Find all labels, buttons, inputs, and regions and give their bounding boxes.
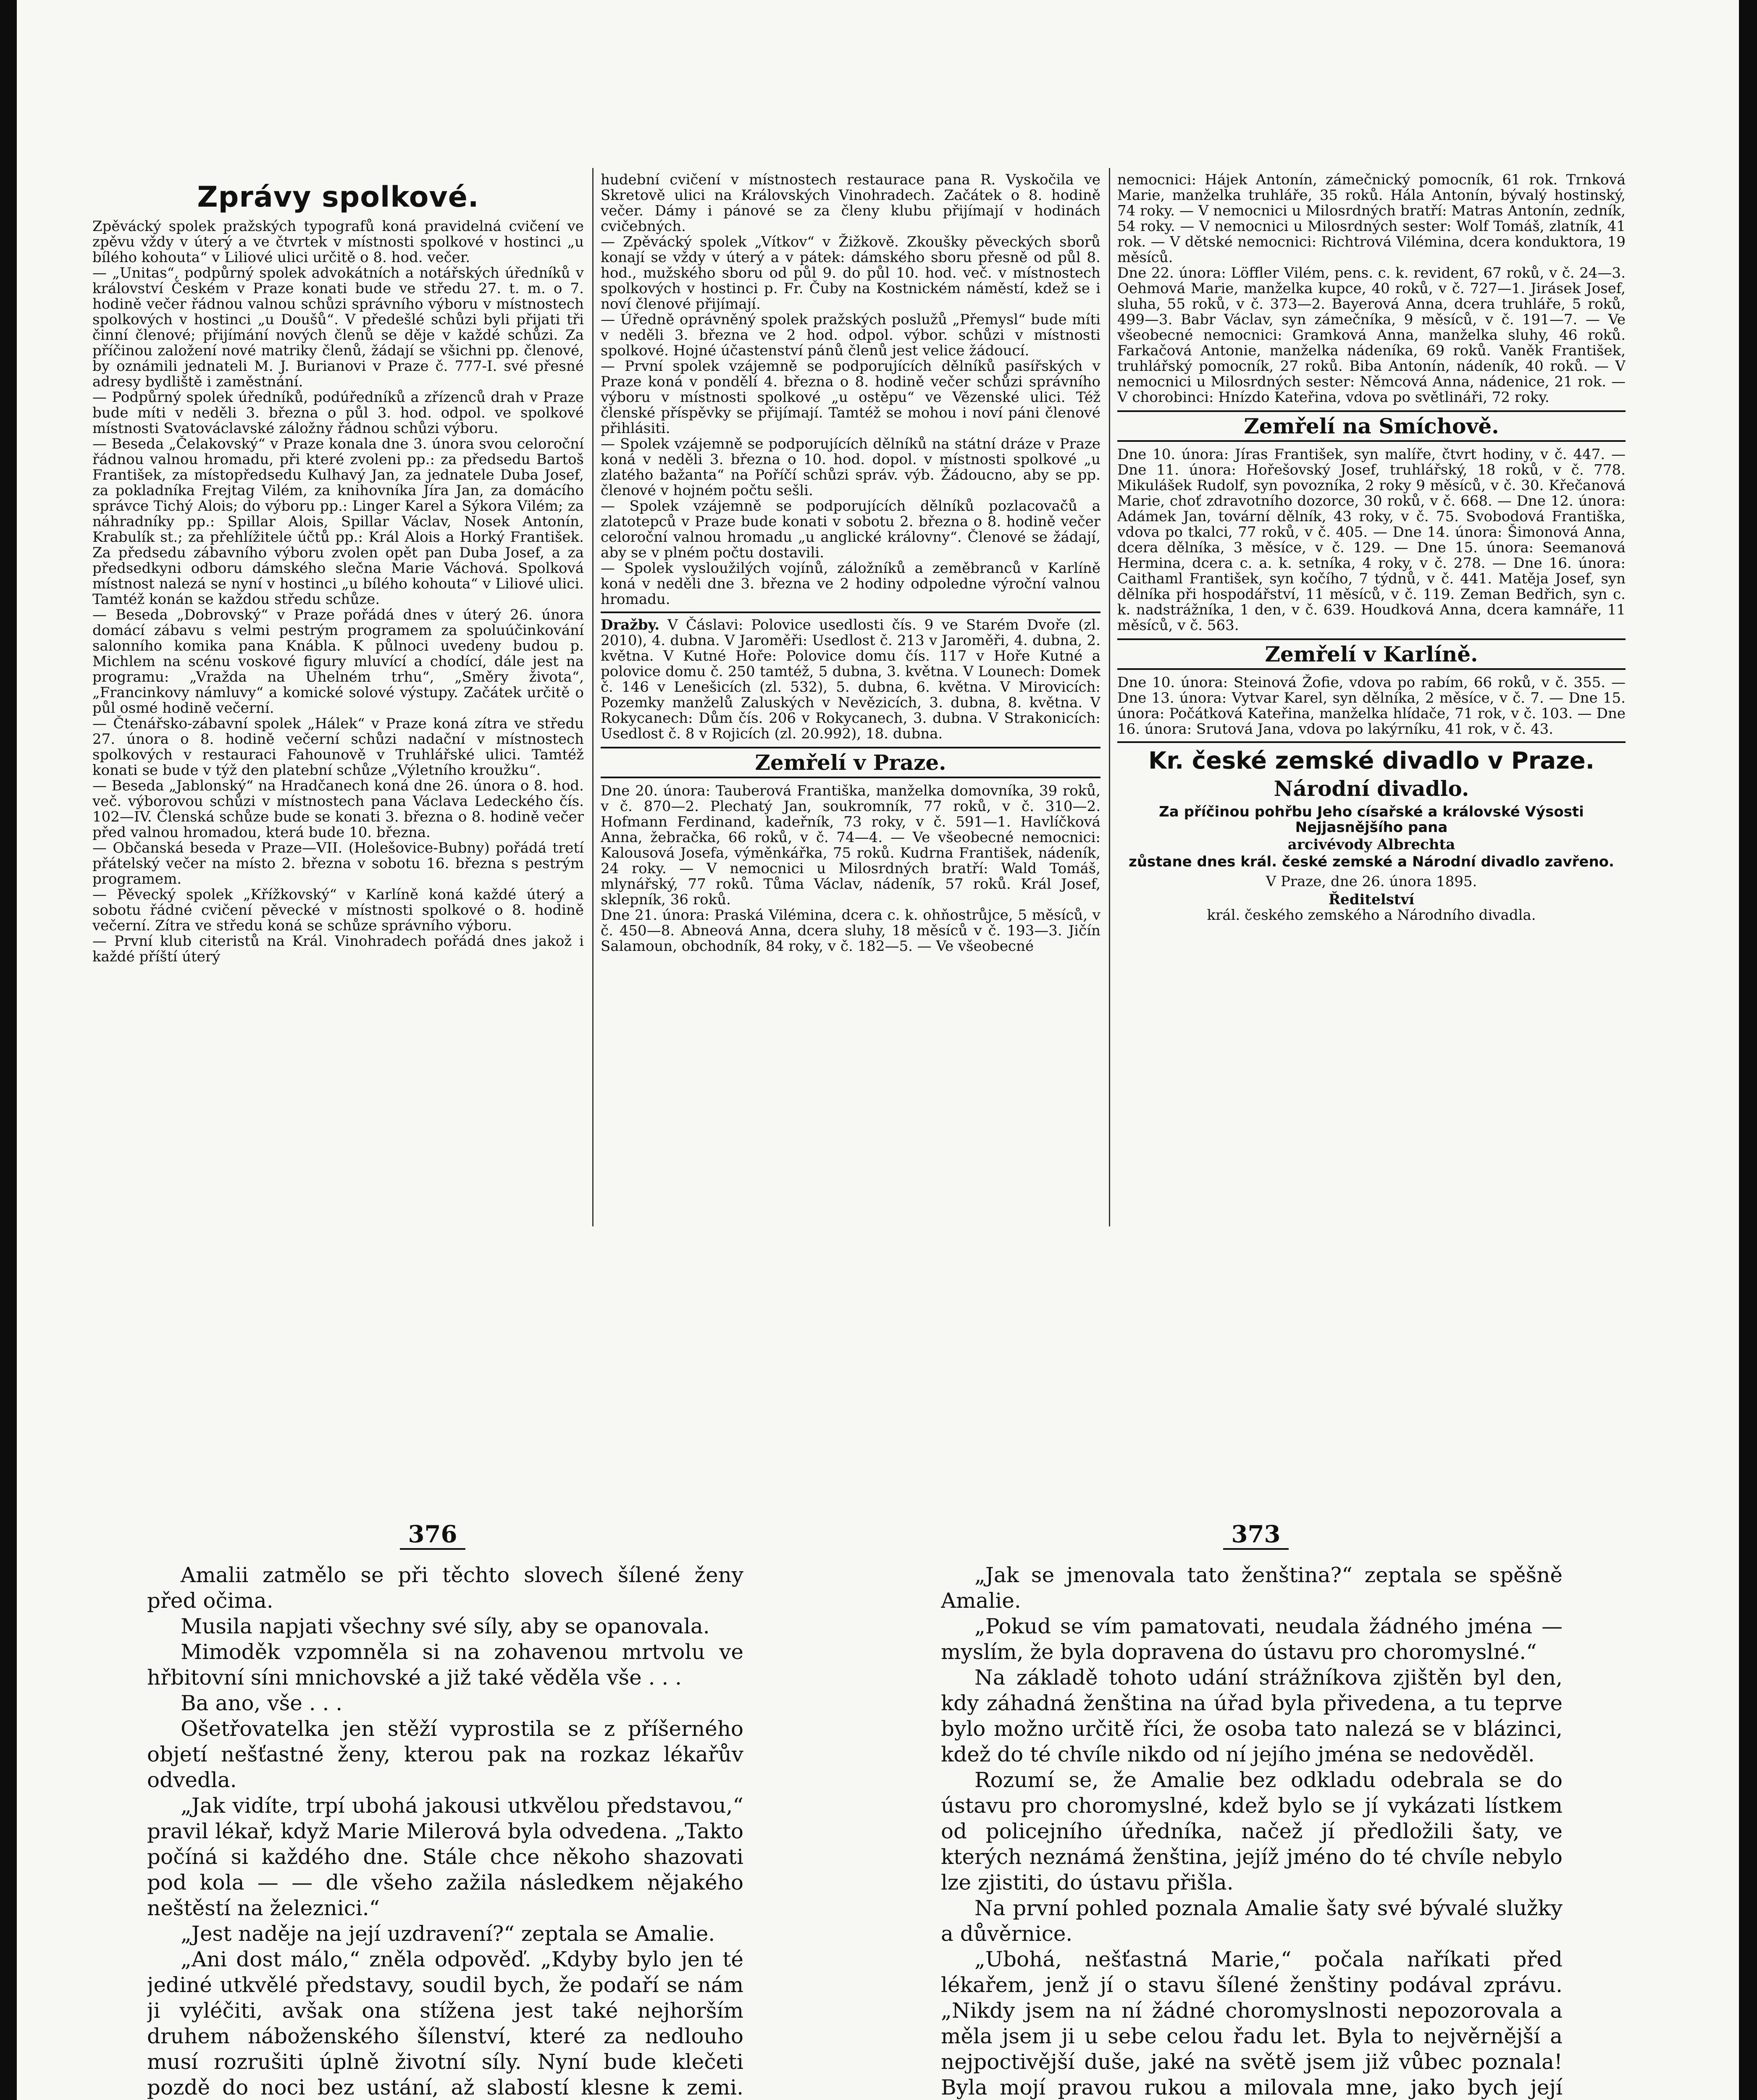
article-paragraph: — Spolek vzájemně se podporujících dělníků pozlacovačů a zlatotepců v Praze bude konati v sobotu 2. března o 8. hodině večer celoroční valnou hromadu „u anglické královny“. Členové se žádají, aby se v plném počtu dostavili. xyxy=(601,498,1100,561)
column-divider xyxy=(592,168,594,1226)
story-paragraph: „Jak se jmenovala tato ženština?“ zeptala se spěšně Amalie. xyxy=(941,1563,1563,1613)
column-2 xyxy=(601,172,1100,1222)
column-divider xyxy=(1109,168,1110,1226)
column-3 xyxy=(1117,172,1626,1222)
article-paragraph: — První klub citeristů na Král. Vinohradech pořádá dnes jakož i každé příští úterý xyxy=(92,933,584,965)
deaths-paragraph: Dne 10. února: Jíras František, syn malíře, čtvrt hodiny, v č. 447. — Dne 11. února: Hořešovský Josef, truhlářský, 18 roků, v č. 778. Mikulášek Rudolf, syn povozníka, 2 roky 9 měsíců, v č. 30. Křečanová Marie, choť zdravotního dozorce, 30 roků, v č. 668. — Dne 12. února: Adámek Jan, tovární dělník, 43 roky, v č. 75. Svobodová Františka, vdova po tkalci, 77 roků, v č. 405. — Dne 14. února: Šimonová Anna, dcera dělníka, 3 měsíce, v č. 129. — Dne 15. února: Seemanová Hermina, dcera c. a. k. setníka, 4 roky, v č. 278. — Dne 16. února: Caithaml František, syn kočího, 7 týdnů, v č. 441. Matěja Josef, syn dělníka při hospodářství, 11 měsíců, v č. 119. Zeman Bedřich, syn c. k. nadstrážníka, 1 den, v č. 639. Houdková Anna, dcera kamnáře, 11 měsíců, v č. 563. xyxy=(1117,446,1626,634)
section-heading-zemreli-v-karline: Zemřelí v Karlíně. xyxy=(1117,638,1626,670)
scan-edge-right xyxy=(1739,0,1757,2100)
article-paragraph: — Občanská beseda v Praze—VII. (Holešovice-Bubny) pořádá tretí přátelský večer na místo 2. března v sobotu 16. března s pestrým programem. xyxy=(92,840,584,887)
story-column-left xyxy=(147,1562,743,2100)
story-paragraph: „Ubohá, nešťastná Marie,“ počala naříkati před lékařem, jenž jí o stavu šílené ženštiny podával zprávu. „Nikdy jsem na ní žádné choromyslnosti nepozorovala a měla jsem ji u sebe celou řadu let. Byla to nejvěrnější a nejpoctivější duše, jaké na světě jsem již vůbec poznala! Byla mojí pravou rukou a milovala mne, jako bych její xyxy=(941,1947,1563,2100)
story-paragraph: Na první pohled poznala Amalie šaty své bývalé služky a důvěrnice. xyxy=(941,1896,1563,1946)
story-paragraph: „Jest naděje na její uzdravení?“ zeptala se Amalie. xyxy=(181,1922,715,1946)
auctions-text: V Čáslavi: Polovice usedlosti čís. 9 ve Starém Dvoře (zl. 2010), 4. dubna. V Jaroměři: Usedlost č. 213 v Jaroměři, 4. dubna, 2. května. V Kutné Hoře: Polovice domu čís. 117 v Hoře Kutné a polovice domu č. 250 tamtéž, 5 dubna, 3. května. V Lounech: Domek č. 146 v Lenešicích (zl. 532), 5. dubna, 6. května. V Mirovicích: Pozemky manželů Zaluských v Nevězicích, 3. dubna, 8. května. V Rokycanech: Dům čís. 206 v Rokycanech, 3. dubna. V Strakonicích: Usedlost č. 8 v Rojicích (zl. 20.992), 18. dubna. xyxy=(601,617,1100,742)
theatre-subtitle: Národní divadlo. xyxy=(1274,776,1469,801)
story-paragraph: „Jak vidíte, trpí ubohá jakousi utkvělou představou,“ pravil lékař, když Marie Milerová byla odvedena. „Takto počíná si každého dne. Stále chce někoho shazovati pod kola — — dle všeho zažila následkem nějakého neštěstí na železnici.“ xyxy=(147,1793,743,1920)
deaths-paragraph: Dne 20. února: Tauberová Františka, manželka domovníka, 39 roků, v č. 870—2. Plechatý Jan, soukromník, 77 roků, v č. 310—2. Hofmann Ferdinand, kadeřník, 73 roky, v č. 591—1. Havlíčková Anna, žebračka, 66 roků, v č. 74—4. — Ve všeobecné nemocnici: Kalousová Josefa, výměnkářka, 75 roků. Kudrna František, nádeník, 24 roky. — V nemocnici u Milosrdných bratří: Wald Tomáš, mlynářský, 77 roků. Tůma Václav, nádeník, 57 roků. Král Josef, sklepník, 36 roků. xyxy=(601,782,1100,908)
section-heading-zemreli-v-praze: Zemřelí v Praze. xyxy=(601,747,1100,778)
article-paragraph: — První spolek vzájemně se podporujících dělníků pasířských v Praze koná v pondělí 4. března o 8. hodině večer schůzi správního výboru v místnosti spolkové „u ostěpu“ ve Vězenské ulici. Též členské příspěvky se přijímají. Tamtéž se mohou i noví páni členové přihlásiti. xyxy=(601,358,1100,437)
section-rule xyxy=(1117,741,1626,743)
theatre-notice xyxy=(1117,747,1626,923)
deaths-paragraph: nemocnici: Hájek Antonín, zámečnický pomocník, 61 rok. Trnková Marie, manželka truhláře, 35 roků. Hála Antonín, bývalý hostinský, 74 roky. — V nemocnici u Milosrdných bratří: Matras Antonín, zedník, 54 roky. — V nemocnici u Milosrdných sester: Wolf Tomáš, zlatník, 41 rok. — V dětské nemocnici: Richtrová Vilémina, dcera konduktora, 19 měsíců. xyxy=(1117,172,1626,266)
story-paragraph: Mimoděk vzpomněla si na zohavenou mrtvolu ve hřbitovní síni mnichovské a již také věděla vše . . . xyxy=(147,1640,743,1690)
auctions-label: Dražby. xyxy=(601,617,660,633)
section-rule xyxy=(601,612,1100,613)
story-column-right xyxy=(941,1562,1563,2100)
theatre-notice-line: zůstane dnes král. české zemské a Národní divadlo zavřeno. xyxy=(1129,853,1614,870)
theatre-notice-line: Za příčinou pohřbu Jeho císařské a královské Výsosti Nejjasnějšího pana xyxy=(1159,803,1584,836)
story-paragraph: Ošetřovatelka jen stěží vyprostila se z příšerného objetí nešťastné ženy, kterou pak na rozkaz lékařův odvedla. xyxy=(147,1717,743,1792)
article-paragraph: — „Unitas“, podpůrný spolek advokátních a notářských úředníků v království Českém v Praze konati bude ve středu 27. t. m. o 7. hodině večer řádnou valnou schůzi správního výboru v místnostech spolkových v hostinci „u Doušů“. V předešlé schůzi byli přijati tři činní členové; přijímání nových členů se děje v každé schůzi. Za příčinou založení nové matriky členů, žádají se všichni pp. členové, by oznámili jednateli M. J. Burianovi v Praze č. 777-I. své přesné adresy bydliště i zaměstnání. xyxy=(92,265,584,390)
article-paragraph: — Spolek vzájemně se podporujících dělníků na státní dráze v Praze koná v neděli 3. března o 10. hod. dopol. v místnosti spolkové „u zlatého bažanta“ na Poříčí schůzi správ. výb. Žádoucno, aby se pp. členové v hojném počtu sešli. xyxy=(601,436,1100,499)
article-paragraph: hudební cvičení v místnostech restaurace pana R. Vyskočila ve Skretově ulici na Královských Vinohradech. Začátek o 8. hodině večer. Dámy i pánové se za členy klubu přijímají v hodinách cvičebných. xyxy=(601,172,1100,235)
theatre-archduke-name: arcivévody Albrechta xyxy=(1287,836,1455,853)
column-1 xyxy=(92,172,584,1222)
story-paragraph: Musila napjati všechny své síly, aby se opanovala. xyxy=(181,1614,710,1638)
story-paragraph: Na základě tohoto udání strážníkova zjištěn byl den, kdy záhadná ženština na úřad byla přivedena, a tu teprve bylo možno určitě říci, že osoba tato nalezá se v blázinci, kdež do té chvíle nikdo od ní jejího jména se nedověděl. xyxy=(941,1665,1563,1767)
article-paragraph: — Pěvecký spolek „Křížkovský“ v Karlíně koná každé úterý a sobotu řádné cvičení pěvecké v místnosti spolkové o 8. hodině večerní. Zítra ve středu koná se schůze správního výboru. xyxy=(92,886,584,934)
scan-edge-left xyxy=(0,0,17,2100)
article-paragraph: — Beseda „Jablonský“ na Hradčanech koná dne 26. února o 8. hod. več. výborovou schůzi v místnostech pana Václava Ledeckého čís. 102—IV. Členská schůze bude se konati 3. března o 8. hodině večer před valnou hromadou, která bude 10. března. xyxy=(92,777,584,841)
article-paragraph: — Zpěvácký spolek „Vítkov“ v Žižkově. Zkoušky pěveckých sborů konají se vždy v úterý a v pátek: dámského sboru přesně od půl 8. hod., mužského sboru od půl 9. do půl 10. hod. več. v místnostech spolkových v hostinci p. Fr. Čuby na Kostnickém náměstí, kdež se i noví členové přijímají. xyxy=(601,234,1100,312)
story-paragraph: Amalii zatmělo se při těchto slovech šílené ženy před očima. xyxy=(147,1563,743,1613)
deaths-paragraph: Dne 21. února: Praská Vilémina, dcera c. k. ohňostrůjce, 5 měsíců, v č. 450—8. Abneová Anna, dcera sluhy, 18 měsíců v č. 193—3. Jičín Salamoun, obchodník, 84 roky, v č. 182—5. — Ve všeobecné xyxy=(601,907,1100,955)
theatre-directorate: Ředitelství xyxy=(1328,891,1415,908)
story-paragraph: „Pokud se vím pamatovati, neudala žádného jména — myslím, že byla dopravena do ústavu pro choromyslné.“ xyxy=(941,1614,1563,1664)
article-paragraph: — Úředně oprávněný spolek pražských poslužů „Přemysl“ bude míti v neděli 3. března ve 2 hod. odpol. výbor. schůzi v místnosti spolkové. Hojné účastenství pánů členů jest velice žádoucí. xyxy=(601,311,1100,359)
story-paragraph: „Ani dost málo,“ zněla odpověď. „Kdyby bylo jen té jediné utkvělé představy, soudil bych, že podaří se nám ji vyléčiti, avšak ona stížena jest také nejhorším druhem náboženského šílenství, které za nedlouho musí rozrušiti úplně životní síly. Nyní bude klečeti pozdě do noci bez ustání, až slabostí klesne k zemi. xyxy=(147,1947,743,2100)
section-heading-zemreli-na-smichove: Zemřelí na Smíchově. xyxy=(1117,410,1626,442)
article-paragraph: — Beseda „Čelakovský“ v Praze konala dne 3. února svou celoroční řádnou valnou hromadu, při které zvoleni pp.: za předsedu Bartoš František, za místopředsedu Kulhavý Jan, za jednatele Duba Josef, za pokladníka Frejtag Vilém, za knihovníka Jíra Jan, za domácího správce Tichý Alois; do výboru pp.: Linger Karel a Sýkora Vilém; za náhradníky pp.: Spillar Alois, Spillar Václav, Nosek Antonín, Krabulík st.; za přehlížitele účtů pp.: Král Alois a Horký František. Za předsedu zábavního výboru zvolen opět pan Duba Josef, a za předsedkyni odboru dámského slečna Marie Váchová. Spolková místnost nalezá se nyní v hostinci „u bílého kohouta“ v Liliové ulici. Tamtéž konán se každou středu schůze. xyxy=(92,436,584,608)
theatre-title: Kr. české zemské divadlo v Praze. xyxy=(1148,747,1595,774)
deaths-paragraph: Dne 22. února: Löffler Vilém, pens. c. k. revident, 67 roků, v č. 24—3. Oehmová Marie, manželka kupce, 40 roků, v č. 727—1. Jirásek Josef, sluha, 55 roků, v č. 373—2. Bayerová Anna, dcera truhláře, 5 roků, 499—3. Babr Václav, syn zámečníka, 9 měsíců, v č. 191—7. — Ve všeobecné nemocnici: Gramková Anna, manželka sluhy, 46 roků. Farkačová Antonie, manželka nádeníka, 69 roků. Vaněk František, truhlářský pomocník, 27 roků. Biba Antonín, nádeník, 40 roků. — V nemocnici u Milosrdných sester: Němcová Anna, nádenice, 21 rok. — V chorobinci: Hnízdo Kateřina, vdova po světlináři, 72 roky. xyxy=(1117,265,1626,406)
theatre-directorate-sub: král. českého zemského a Národního divadla. xyxy=(1207,907,1536,924)
article-paragraph: Zpěvácký spolek pražských typografů koná pravidelná cvičení ve zpěvu vždy v úterý a ve čtvrtek v místnosti spolkové v hostinci „u bílého kohouta“ v Liliové ulici určitě o 8. hod. večer. xyxy=(92,218,584,266)
page-number-left: 376 xyxy=(391,1520,475,1548)
article-paragraph: — Spolek vysloužilých vojínů, záložníků a zeměbranců v Karlíně koná v neděli dne 3. března ve 2 hodiny odpoledne výroční valnou hromadu. xyxy=(601,560,1100,608)
section-heading-zpravy-spolkove: Zprávy spolkové. xyxy=(197,181,479,214)
page-number-right: 373 xyxy=(1214,1520,1298,1548)
article-paragraph: — Podpůrný spolek úředníků, podúředníků a zřízenců drah v Praze bude míti v neděli 3. března o půl 3. hod. odpol. ve spolkové místnosti Svatováclavské záložny řádnou schůzi výboru. xyxy=(92,389,584,437)
article-paragraph: — Čtenářsko-zábavní spolek „Hálek“ v Praze koná zítra ve středu 27. února o 8. hodině večerní schůzi nadační v místnostech spolkových v restauraci Fahounově v Truhlářské ulici. Tamtéž konati se bude v týž den platební schůze „Výletního kroužku“. xyxy=(92,715,584,779)
story-paragraph: Ba ano, vše . . . xyxy=(181,1691,343,1715)
story-paragraph: Rozumí se, že Amalie bez odkladu odebrala se do ústavu pro choromyslné, kdež bylo se jí vykázati lístkem od policejního úředníka, načež jí předložili šaty, ve kterých neznámá ženština, jejíž jméno do té chvíle nebylo lze zjistiti, do ústavu přišla. xyxy=(941,1768,1563,1895)
deaths-paragraph: Dne 10. února: Steinová Žofie, vdova po rabím, 66 roků, v č. 355. — Dne 13. února: Vytvar Karel, syn dělníka, 2 měsíce, v č. 7. — Dne 15. února: Počátková Kateřina, manželka hlídače, 71 rok, v č. 103. — Dne 16. února: Srutová Jana, vdova po lakýrníku, 41 rok, v č. 43. xyxy=(1117,674,1626,738)
theatre-date: V Praze, dne 26. února 1895. xyxy=(1266,873,1477,890)
article-paragraph: — Beseda „Dobrovský“ v Praze pořádá dnes v úterý 26. února domácí zábavu s velmi pestrým programem za spoluúčinkování salonního komika pana Knábla. K půlnoci uvedeny budou p. Michlem na scénu voskové figury mluvící a chodící, dále jest na programu: „Vražda na Uhelném trhu“, „Směry života“, „Francinkovy námluvy“ a komické solové výstupy. Začátek určitě o půl osmé hodině večerní. xyxy=(92,606,584,717)
auctions-paragraph xyxy=(601,617,1100,742)
